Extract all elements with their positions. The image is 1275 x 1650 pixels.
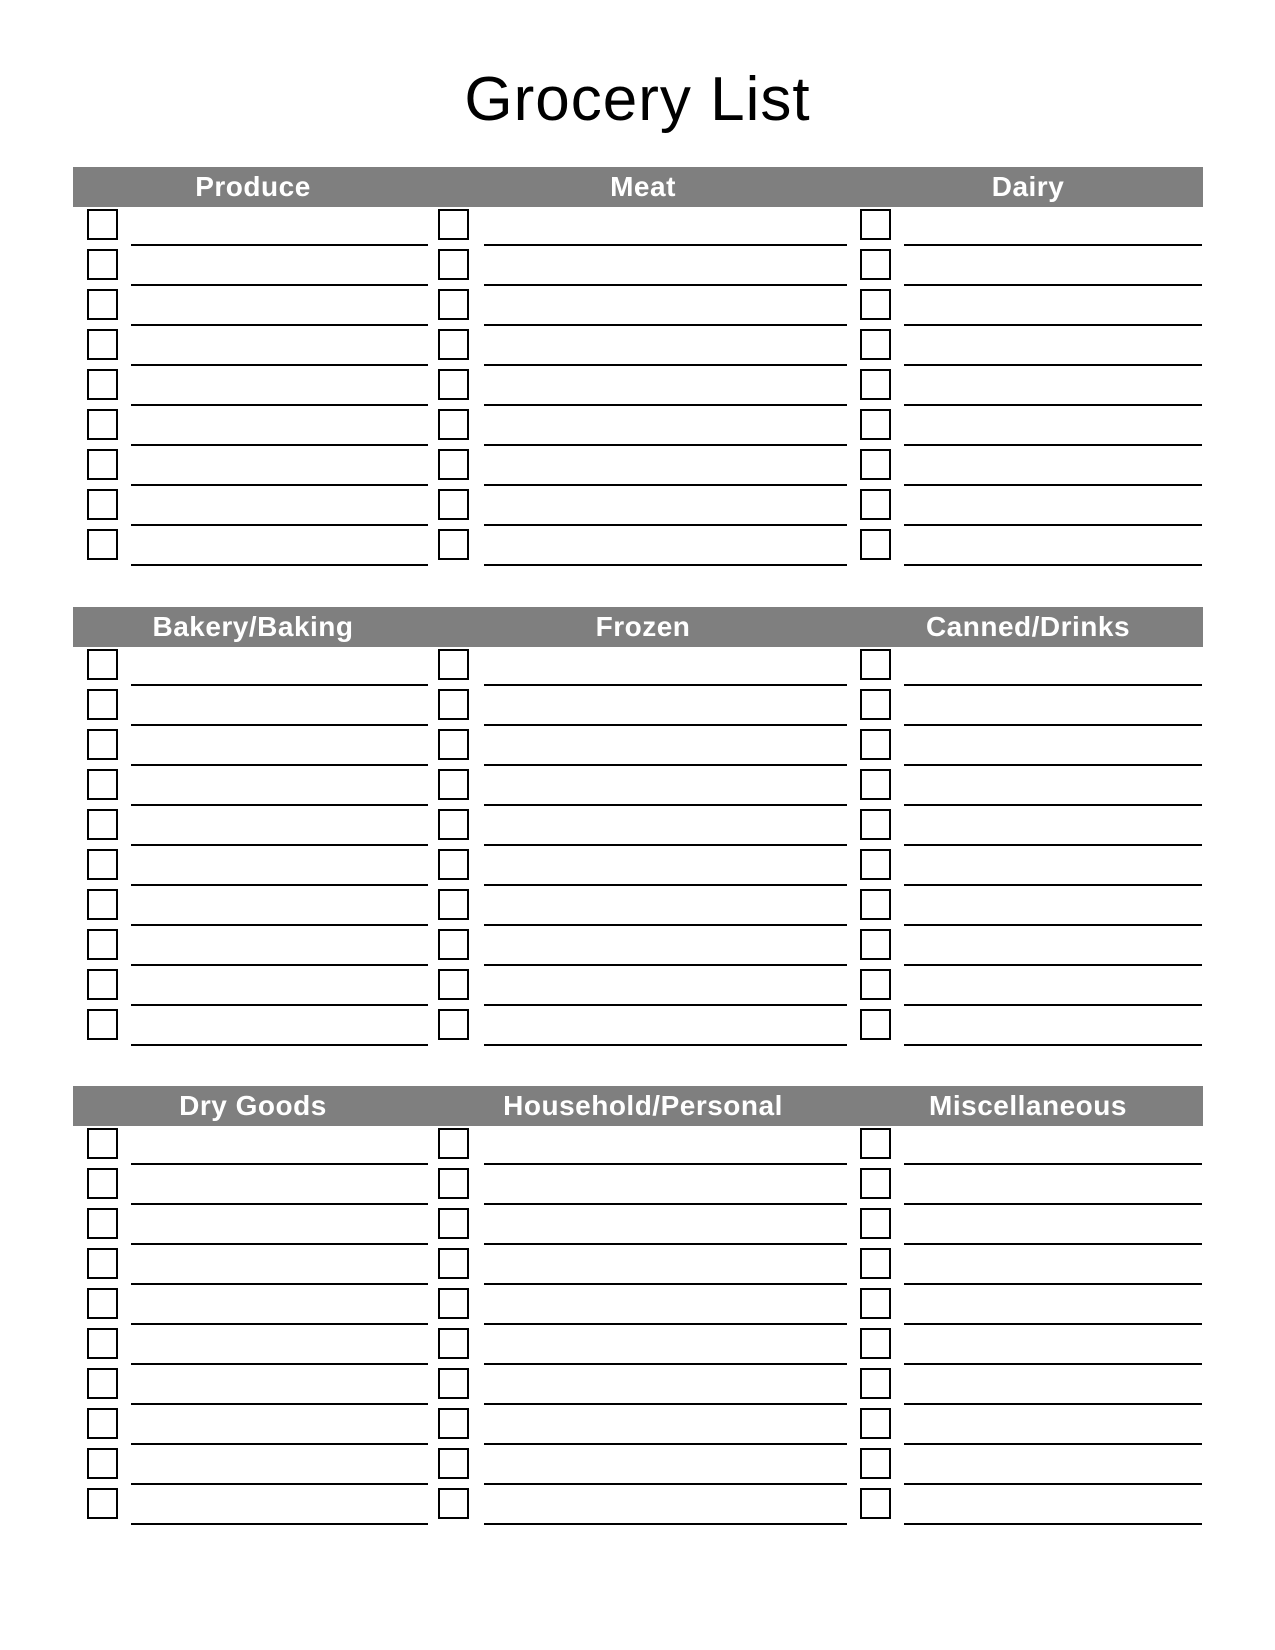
item-checkbox[interactable]	[438, 1408, 469, 1439]
item-write-line[interactable]	[904, 1004, 1202, 1006]
item-checkbox[interactable]	[860, 1408, 891, 1439]
grocery-item-row	[433, 647, 853, 687]
item-checkbox[interactable]	[860, 689, 891, 720]
grocery-item-row	[853, 1406, 1203, 1446]
grocery-item-row	[853, 807, 1203, 847]
item-checkbox[interactable]	[860, 249, 891, 280]
item-write-line[interactable]	[484, 1203, 847, 1205]
grocery-item-row	[433, 487, 853, 527]
item-checkbox[interactable]	[438, 489, 469, 520]
section-drygoods-household-misc	[73, 1086, 1203, 1526]
item-write-line[interactable]	[904, 444, 1202, 446]
item-write-line[interactable]	[484, 444, 847, 446]
item-write-line[interactable]	[131, 844, 428, 846]
item-write-line[interactable]	[904, 1044, 1202, 1046]
item-write-line[interactable]	[484, 244, 847, 246]
item-write-line[interactable]	[131, 364, 428, 366]
item-checkbox[interactable]	[87, 1328, 118, 1359]
section-columns	[73, 1126, 1203, 1526]
item-write-line[interactable]	[484, 524, 847, 526]
item-write-line[interactable]	[484, 324, 847, 326]
grocery-item-row	[853, 767, 1203, 807]
item-checkbox[interactable]	[860, 1128, 891, 1159]
item-checkbox[interactable]	[860, 209, 891, 240]
item-write-line[interactable]	[484, 1523, 847, 1525]
item-checkbox[interactable]	[860, 529, 891, 560]
item-write-line[interactable]	[904, 724, 1202, 726]
grocery-item-row	[433, 447, 853, 487]
section-header-frozen: Frozen	[595, 611, 691, 642]
item-checkbox[interactable]	[87, 1248, 118, 1279]
item-write-line[interactable]	[131, 1163, 428, 1165]
item-write-line[interactable]	[131, 1443, 428, 1445]
item-checkbox[interactable]	[87, 1128, 118, 1159]
grocery-item-row	[853, 1486, 1203, 1526]
item-checkbox[interactable]	[438, 1168, 469, 1199]
grocery-item-row	[433, 527, 853, 567]
item-checkbox[interactable]	[438, 649, 469, 680]
item-checkbox[interactable]	[438, 889, 469, 920]
item-checkbox[interactable]	[87, 489, 118, 520]
item-write-line[interactable]	[484, 1044, 847, 1046]
grocery-item-row	[433, 287, 853, 327]
grocery-item-row	[433, 847, 853, 887]
grocery-item-row	[73, 1126, 433, 1166]
item-checkbox[interactable]	[438, 369, 469, 400]
item-write-line[interactable]	[131, 1004, 428, 1006]
grocery-item-row	[433, 1007, 853, 1047]
item-write-line[interactable]	[131, 444, 428, 446]
item-checkbox[interactable]	[87, 889, 118, 920]
item-write-line[interactable]	[131, 1203, 428, 1205]
item-write-line[interactable]	[131, 564, 428, 566]
item-write-line[interactable]	[484, 404, 847, 406]
item-write-line[interactable]	[484, 1443, 847, 1445]
item-checkbox[interactable]	[87, 1448, 118, 1479]
item-checkbox[interactable]	[438, 1248, 469, 1279]
item-write-line[interactable]	[484, 1323, 847, 1325]
item-write-line[interactable]	[484, 1363, 847, 1365]
grocery-item-row	[73, 327, 433, 367]
grocery-item-row	[73, 207, 433, 247]
grocery-item-row	[853, 487, 1203, 527]
item-write-line[interactable]	[904, 1483, 1202, 1485]
item-checkbox[interactable]	[87, 209, 118, 240]
grocery-item-row	[433, 1166, 853, 1206]
item-checkbox[interactable]	[87, 289, 118, 320]
item-write-line[interactable]	[904, 244, 1202, 246]
item-write-line[interactable]	[131, 1363, 428, 1365]
item-write-line[interactable]	[484, 1243, 847, 1245]
item-checkbox[interactable]	[860, 369, 891, 400]
item-write-line[interactable]	[904, 884, 1202, 886]
item-write-line[interactable]	[904, 964, 1202, 966]
item-checkbox[interactable]	[438, 409, 469, 440]
item-checkbox[interactable]	[438, 249, 469, 280]
item-checkbox[interactable]	[860, 929, 891, 960]
grocery-item-row	[433, 1246, 853, 1286]
grocery-item-row	[853, 887, 1203, 927]
grocery-item-row	[73, 1286, 433, 1326]
grocery-item-row	[853, 287, 1203, 327]
item-write-line[interactable]	[904, 1403, 1202, 1405]
grocery-item-row	[433, 887, 853, 927]
column-miscellaneous	[853, 1126, 1203, 1526]
grocery-item-row	[433, 247, 853, 287]
item-write-line[interactable]	[904, 524, 1202, 526]
item-write-line[interactable]	[904, 484, 1202, 486]
column-canned-drinks	[853, 647, 1203, 1047]
item-checkbox[interactable]	[87, 449, 118, 480]
grocery-item-row	[73, 767, 433, 807]
grocery-item-row	[433, 327, 853, 367]
item-write-line[interactable]	[131, 1243, 428, 1245]
item-write-line[interactable]	[131, 1523, 428, 1525]
grocery-item-row	[73, 1166, 433, 1206]
grocery-item-row	[853, 407, 1203, 447]
grocery-item-row	[433, 1446, 853, 1486]
grocery-item-row	[73, 847, 433, 887]
grocery-item-row	[73, 887, 433, 927]
item-checkbox[interactable]	[860, 1009, 891, 1040]
item-checkbox[interactable]	[860, 969, 891, 1000]
section-header-produce: Produce	[195, 171, 311, 202]
item-checkbox[interactable]	[860, 1328, 891, 1359]
grocery-item-row	[433, 687, 853, 727]
item-checkbox[interactable]	[860, 769, 891, 800]
grocery-item-row	[853, 1126, 1203, 1166]
item-write-line[interactable]	[904, 1283, 1202, 1285]
item-write-line[interactable]	[484, 964, 847, 966]
grocery-item-row	[73, 367, 433, 407]
grocery-item-row	[433, 1206, 853, 1246]
grocery-item-row	[853, 1326, 1203, 1366]
item-checkbox[interactable]	[860, 329, 891, 360]
grocery-item-row	[73, 527, 433, 567]
item-write-line[interactable]	[131, 244, 428, 246]
item-checkbox[interactable]	[860, 1248, 891, 1279]
grocery-item-row	[73, 1366, 433, 1406]
item-write-line[interactable]	[131, 1283, 428, 1285]
grocery-item-row	[853, 367, 1203, 407]
item-checkbox[interactable]	[860, 289, 891, 320]
item-write-line[interactable]	[131, 924, 428, 926]
grocery-item-row	[433, 967, 853, 1007]
item-checkbox[interactable]	[87, 529, 118, 560]
section-header-dry-goods: Dry Goods	[179, 1090, 327, 1121]
item-checkbox[interactable]	[860, 1488, 891, 1519]
item-checkbox[interactable]	[438, 929, 469, 960]
grocery-item-row	[433, 407, 853, 447]
grocery-item-row	[73, 967, 433, 1007]
item-write-line[interactable]	[904, 1443, 1202, 1445]
grocery-item-row	[73, 1406, 433, 1446]
section-header-household-personal: Household/Personal	[503, 1090, 783, 1121]
item-write-line[interactable]	[131, 324, 428, 326]
item-checkbox[interactable]	[87, 849, 118, 880]
item-write-line[interactable]	[904, 564, 1202, 566]
item-write-line[interactable]	[131, 884, 428, 886]
grocery-item-row	[433, 1326, 853, 1366]
section-header-bar	[73, 167, 1203, 207]
item-write-line[interactable]	[904, 1523, 1202, 1525]
item-checkbox[interactable]	[438, 329, 469, 360]
grocery-item-row	[73, 447, 433, 487]
item-write-line[interactable]	[131, 1323, 428, 1325]
item-checkbox[interactable]	[860, 1288, 891, 1319]
item-checkbox[interactable]	[87, 809, 118, 840]
grocery-item-row	[853, 727, 1203, 767]
section-header-miscellaneous: Miscellaneous	[929, 1090, 1127, 1121]
item-write-line[interactable]	[904, 1163, 1202, 1165]
grocery-item-row	[73, 1206, 433, 1246]
grocery-item-row	[73, 1326, 433, 1366]
item-checkbox[interactable]	[438, 1009, 469, 1040]
grocery-item-row	[73, 407, 433, 447]
item-checkbox[interactable]	[860, 1168, 891, 1199]
item-checkbox[interactable]	[438, 769, 469, 800]
item-write-line[interactable]	[904, 1243, 1202, 1245]
item-write-line[interactable]	[131, 684, 428, 686]
item-checkbox[interactable]	[438, 849, 469, 880]
grocery-item-row	[433, 1406, 853, 1446]
item-write-line[interactable]	[484, 364, 847, 366]
item-checkbox[interactable]	[87, 769, 118, 800]
item-checkbox[interactable]	[860, 849, 891, 880]
grocery-item-row	[853, 1366, 1203, 1406]
grocery-item-row	[73, 727, 433, 767]
grocery-item-row	[73, 687, 433, 727]
item-write-line[interactable]	[131, 724, 428, 726]
item-checkbox[interactable]	[87, 1288, 118, 1319]
item-write-line[interactable]	[131, 524, 428, 526]
item-write-line[interactable]	[484, 1403, 847, 1405]
item-write-line[interactable]	[484, 804, 847, 806]
grocery-item-row	[73, 287, 433, 327]
item-checkbox[interactable]	[860, 449, 891, 480]
item-write-line[interactable]	[904, 924, 1202, 926]
item-write-line[interactable]	[484, 284, 847, 286]
item-checkbox[interactable]	[87, 1368, 118, 1399]
item-checkbox[interactable]	[438, 209, 469, 240]
grocery-item-row	[853, 447, 1203, 487]
section-columns	[73, 207, 1203, 567]
item-checkbox[interactable]	[87, 1488, 118, 1519]
item-checkbox[interactable]	[438, 969, 469, 1000]
grocery-item-row	[73, 1007, 433, 1047]
item-checkbox[interactable]	[87, 1208, 118, 1239]
item-write-line[interactable]	[131, 404, 428, 406]
grocery-item-row	[433, 1286, 853, 1326]
grocery-item-row	[433, 1486, 853, 1526]
item-write-line[interactable]	[484, 484, 847, 486]
grocery-item-row	[853, 247, 1203, 287]
section-header-meat: Meat	[610, 171, 676, 202]
item-write-line[interactable]	[904, 764, 1202, 766]
item-write-line[interactable]	[131, 484, 428, 486]
item-checkbox[interactable]	[438, 729, 469, 760]
item-checkbox[interactable]	[860, 409, 891, 440]
item-write-line[interactable]	[904, 404, 1202, 406]
grocery-item-row	[433, 807, 853, 847]
grocery-item-row	[853, 1446, 1203, 1486]
grocery-item-row	[853, 1286, 1203, 1326]
item-write-line[interactable]	[904, 1323, 1202, 1325]
grocery-item-row	[73, 647, 433, 687]
grocery-item-row	[433, 207, 853, 247]
item-write-line[interactable]	[484, 1283, 847, 1285]
grocery-item-row	[853, 1206, 1203, 1246]
section-produce-meat-dairy	[73, 167, 1203, 567]
item-write-line[interactable]	[484, 764, 847, 766]
item-write-line[interactable]	[484, 884, 847, 886]
grocery-item-row	[433, 727, 853, 767]
section-header-bar	[73, 1086, 1203, 1126]
item-checkbox[interactable]	[87, 369, 118, 400]
item-checkbox[interactable]	[860, 809, 891, 840]
item-checkbox[interactable]	[87, 1009, 118, 1040]
column-frozen	[433, 647, 853, 1047]
item-checkbox[interactable]	[87, 1168, 118, 1199]
item-write-line[interactable]	[131, 1403, 428, 1405]
item-write-line[interactable]	[484, 924, 847, 926]
item-checkbox[interactable]	[438, 529, 469, 560]
item-write-line[interactable]	[131, 284, 428, 286]
grocery-item-row	[73, 487, 433, 527]
item-checkbox[interactable]	[438, 1368, 469, 1399]
item-checkbox[interactable]	[87, 689, 118, 720]
column-dairy	[853, 207, 1203, 567]
item-checkbox[interactable]	[87, 1408, 118, 1439]
grocery-item-row	[433, 1126, 853, 1166]
item-write-line[interactable]	[904, 844, 1202, 846]
section-columns	[73, 647, 1203, 1047]
item-checkbox[interactable]	[438, 1288, 469, 1319]
item-write-line[interactable]	[484, 724, 847, 726]
column-produce	[73, 207, 433, 567]
item-write-line[interactable]	[904, 684, 1202, 686]
item-checkbox[interactable]	[438, 1448, 469, 1479]
item-checkbox[interactable]	[438, 1128, 469, 1159]
item-write-line[interactable]	[484, 564, 847, 566]
section-header-dairy: Dairy	[991, 171, 1065, 202]
section-header-bakery-baking: Bakery/Baking	[152, 611, 354, 642]
item-write-line[interactable]	[484, 1004, 847, 1006]
item-checkbox[interactable]	[860, 889, 891, 920]
grocery-item-row	[853, 207, 1203, 247]
column-meat	[433, 207, 853, 567]
section-header-canned-drinks: Canned/Drinks	[925, 611, 1131, 642]
item-write-line[interactable]	[484, 684, 847, 686]
grocery-item-row	[73, 1486, 433, 1526]
item-write-line[interactable]	[904, 324, 1202, 326]
item-write-line[interactable]	[904, 364, 1202, 366]
grocery-item-row	[853, 527, 1203, 567]
grocery-item-row	[853, 847, 1203, 887]
item-checkbox[interactable]	[87, 969, 118, 1000]
item-checkbox[interactable]	[860, 649, 891, 680]
item-write-line[interactable]	[904, 804, 1202, 806]
grocery-item-row	[853, 1166, 1203, 1206]
grocery-item-row	[73, 807, 433, 847]
item-checkbox[interactable]	[860, 1368, 891, 1399]
grocery-item-row	[853, 647, 1203, 687]
page-title: Grocery List	[464, 65, 811, 134]
section-header-bar	[73, 607, 1203, 647]
item-checkbox[interactable]	[438, 1488, 469, 1519]
item-write-line[interactable]	[131, 1483, 428, 1485]
grocery-item-row	[433, 767, 853, 807]
grocery-item-row	[853, 1246, 1203, 1286]
grocery-item-row	[73, 247, 433, 287]
item-checkbox[interactable]	[87, 729, 118, 760]
item-checkbox[interactable]	[87, 409, 118, 440]
item-checkbox[interactable]	[438, 809, 469, 840]
column-dry-goods	[73, 1126, 433, 1526]
item-checkbox[interactable]	[87, 249, 118, 280]
item-checkbox[interactable]	[438, 1208, 469, 1239]
item-checkbox[interactable]	[438, 689, 469, 720]
grocery-item-row	[73, 1246, 433, 1286]
item-checkbox[interactable]	[438, 449, 469, 480]
item-write-line[interactable]	[484, 1163, 847, 1165]
item-checkbox[interactable]	[860, 1448, 891, 1479]
grocery-item-row	[853, 1007, 1203, 1047]
item-write-line[interactable]	[904, 1363, 1202, 1365]
item-write-line[interactable]	[131, 964, 428, 966]
item-write-line[interactable]	[904, 1203, 1202, 1205]
grocery-item-row	[853, 687, 1203, 727]
item-checkbox[interactable]	[87, 929, 118, 960]
column-bakery-baking	[73, 647, 433, 1047]
grocery-item-row	[433, 927, 853, 967]
item-checkbox[interactable]	[860, 489, 891, 520]
item-write-line[interactable]	[904, 284, 1202, 286]
item-write-line[interactable]	[484, 1483, 847, 1485]
section-bakery-frozen-canned	[73, 607, 1203, 1047]
grocery-item-row	[73, 927, 433, 967]
item-checkbox[interactable]	[87, 329, 118, 360]
item-checkbox[interactable]	[438, 289, 469, 320]
item-write-line[interactable]	[131, 804, 428, 806]
item-checkbox[interactable]	[860, 1208, 891, 1239]
grocery-item-row	[433, 1366, 853, 1406]
grocery-item-row	[433, 367, 853, 407]
column-household-personal	[433, 1126, 853, 1526]
grocery-item-row	[853, 967, 1203, 1007]
item-write-line[interactable]	[484, 844, 847, 846]
item-write-line[interactable]	[131, 1044, 428, 1046]
grocery-item-row	[853, 327, 1203, 367]
item-checkbox[interactable]	[87, 649, 118, 680]
item-checkbox[interactable]	[438, 1328, 469, 1359]
grocery-item-row	[73, 1446, 433, 1486]
item-write-line[interactable]	[131, 764, 428, 766]
grocery-item-row	[853, 927, 1203, 967]
item-checkbox[interactable]	[860, 729, 891, 760]
